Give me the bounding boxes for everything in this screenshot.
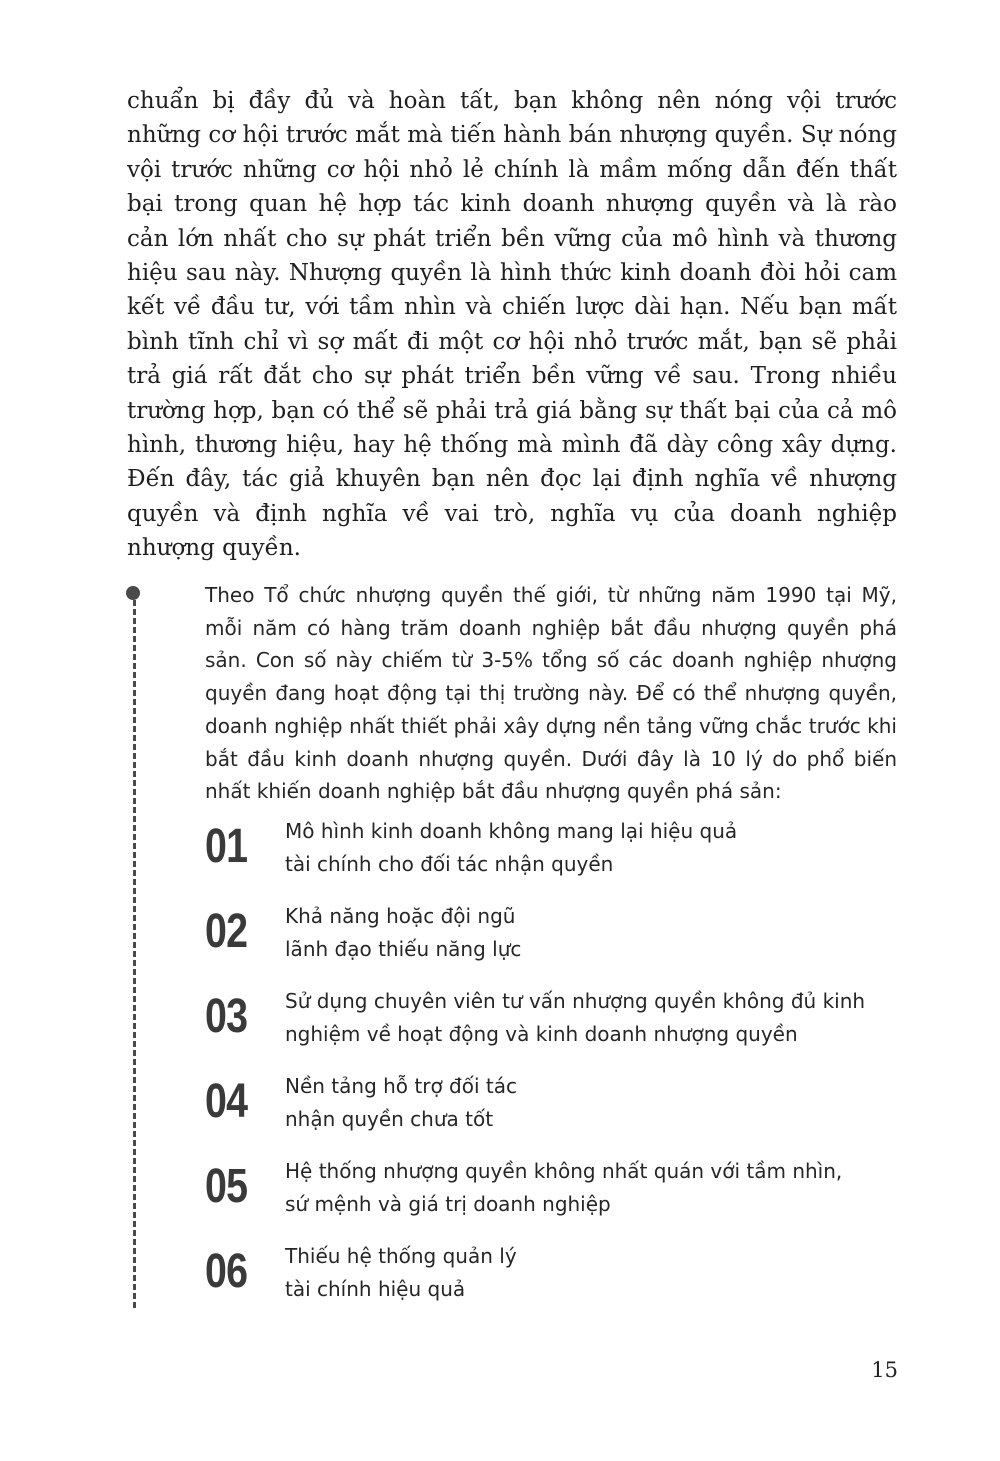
- reason-number: 06: [205, 1245, 248, 1298]
- body-paragraph: chuẩn bị đầy đủ và hoàn tất, bạn không nên nóng vội trước những cơ hội trước mắt mà tiến hành bán nhượng quyền. Sự nóng vội trước những cơ hội nhỏ lẻ chính là mầm mống dẫn đến thất bại trong quan hệ hợp tác kinh doanh nhượng quyền và là rào cản lớn nhất cho sự phát triển bền vững của mô hình và thương hiệu sau này. Nhượng quyền là hình thức kinh doanh đòi hỏi cam kết về đầu tư, với tầm nhìn và chiến lược dài hạn. Nếu bạn mất bình tĩnh chỉ vì sợ mất đi một cơ hội nhỏ trước mắt, bạn sẽ phải trả giá rất đắt cho sự phát triển bền vững về sau. Trong nhiều trường hợp, bạn có thể sẽ phải trả giá bằng sự thất bại của cả mô hình, thương hiệu, hay hệ thống mà mình đã dày công xây dựng. Đến đây, tác giả khuyên bạn nên đọc lại định nghĩa về nhượng quyền và định nghĩa về vai trò, nghĩa vụ của doanh nghiệp nhượng quyền.: [127, 88, 897, 562]
- reason-number: 04: [205, 1075, 248, 1128]
- reason-item: [205, 1070, 897, 1155]
- reason-text: Sử dụng chuyên viên tư vấn nhượng quyền không đủ kinh nghiệm về hoạt động và kinh doanh nhượng quyền: [285, 989, 866, 1046]
- reason-text: Khả năng hoặc đội ngũ lãnh đạo thiếu năng lực: [285, 904, 522, 961]
- sidebar-bullet-icon: [126, 586, 140, 600]
- reasons-list: [205, 815, 897, 1325]
- page-number: 15: [871, 1358, 898, 1382]
- reason-text: Mô hình kinh doanh không mang lại hiệu quả tài chính cho đối tác nhận quyền: [285, 819, 738, 876]
- reason-number: 03: [205, 990, 248, 1043]
- reason-text: Hệ thống nhượng quyền không nhất quán với tầm nhìn, sứ mệnh và giá trị doanh nghiệp: [285, 1159, 843, 1216]
- reason-number: 05: [205, 1160, 248, 1213]
- reason-item: [205, 815, 897, 900]
- reason-number: 01: [205, 820, 248, 873]
- reason-item: [205, 900, 897, 985]
- box-intro-text: Theo Tổ chức nhượng quyền thế giới, từ những năm 1990 tại Mỹ, mỗi năm có hàng trăm doanh nghiệp bắt đầu nhượng quyền phá sản. Con số này chiếm từ 3-5% tổng số các doanh nghiệp nhượng quyền đang hoạt động tại thị trường này. Để có thể nhượng quyền, doanh nghiệp nhất thiết phải xây dựng nền tảng vững chắc trước khi bắt đầu kinh doanh nhượng quyền. Dưới đây là 10 lý do phổ biến nhất khiến doanh nghiệp bắt đầu nhượng quyền phá sản:: [205, 583, 897, 804]
- sidebar-dashed-rule: [133, 600, 136, 1308]
- reason-item: [205, 1240, 897, 1325]
- reason-text: Thiếu hệ thống quản lý tài chính hiệu quả: [285, 1244, 517, 1301]
- reason-number: 02: [205, 905, 248, 958]
- reason-item: [205, 1155, 897, 1240]
- reason-item: [205, 985, 897, 1070]
- reason-text: Nền tảng hỗ trợ đối tác nhận quyền chưa tốt: [285, 1074, 517, 1131]
